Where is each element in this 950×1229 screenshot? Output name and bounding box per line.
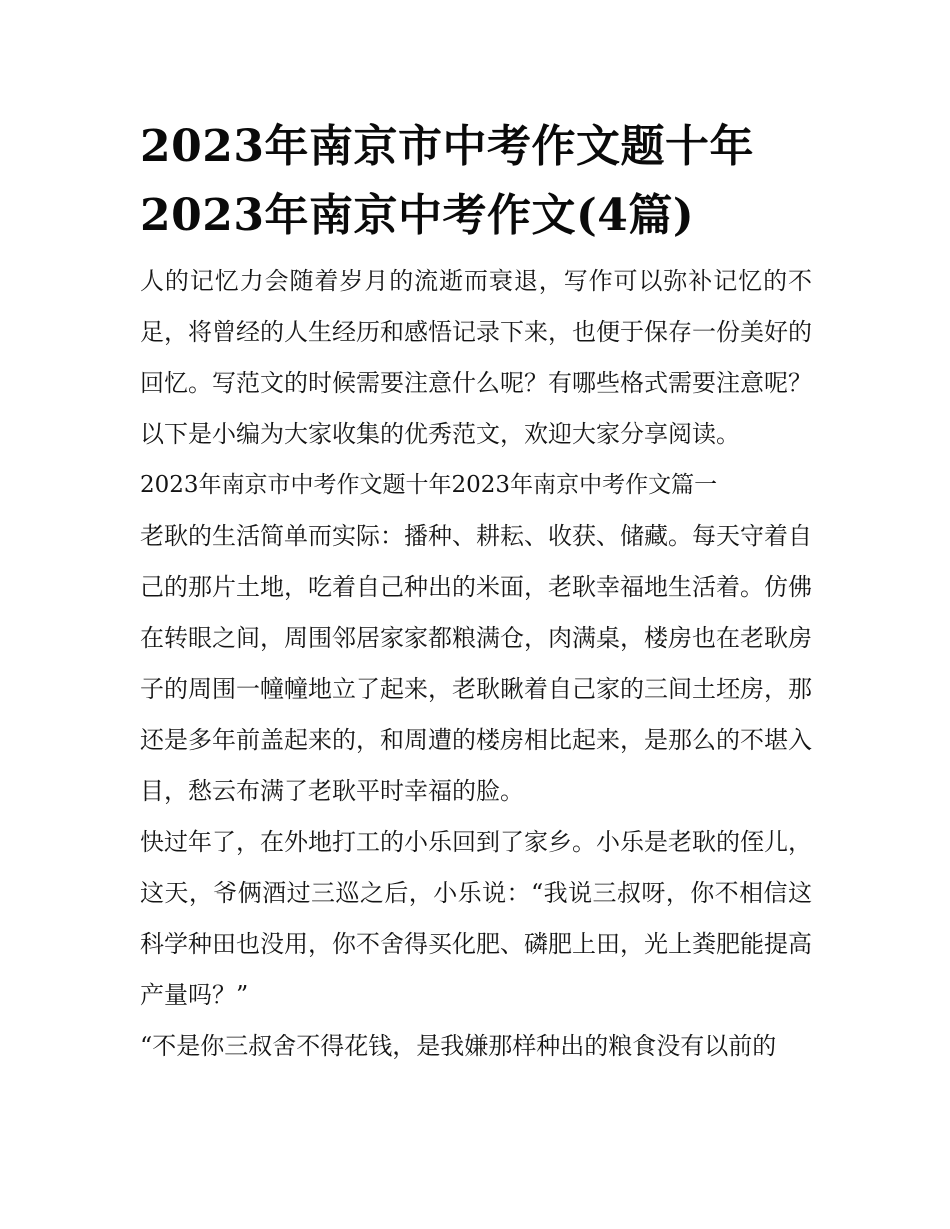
document-body bbox=[140, 256, 812, 1072]
document-title: 2023年南京市中考作文题十年2023年南京中考作文(4篇) bbox=[140, 121, 754, 241]
body-paragraph: 老耿的生活简单而实际：播种、耕耘、收获、储藏。每天守着自己的那片土地，吃着自己种出的米面，老耿幸福地生活着。仿佛在转眼之间，周围邻居家家都粮满仓，肉满桌，楼房也在老耿房子的周围一幢幢地立了起来，老耿瞅着自己家的三间土坯房，那还是多年前盖起来的，和周遭的楼房相比起来，是那么的不堪入目，愁云布满了老耿平时幸福的脸。 bbox=[140, 522, 812, 805]
body-paragraph: 快过年了，在外地打工的小乐回到了家乡。小乐是老耿的侄儿，这天，爷俩酒过三巡之后，小乐说：“我说三叔呀，你不相信这科学种田也没用，你不舍得买化肥、磷肥上田，光上粪肥能提高产量吗？” bbox=[140, 828, 812, 1009]
body-paragraph: “不是你三叔舍不得花钱，是我嫌那样种出的粮食没有以前的 bbox=[140, 1032, 777, 1060]
intro-paragraph: 人的记忆力会随着岁月的流逝而衰退，写作可以弥补记忆的不足，将曾经的人生经历和感悟记录下来，也便于保存一份美好的回忆。写范文的时候需要注意什么呢？有哪些格式需要注意呢？以下是小编为大家收集的优秀范文，欢迎大家分享阅读。 bbox=[140, 267, 812, 448]
document-page bbox=[140, 112, 812, 1072]
section-heading: 2023年南京市中考作文题十年2023年南京中考作文篇一 bbox=[140, 472, 718, 498]
